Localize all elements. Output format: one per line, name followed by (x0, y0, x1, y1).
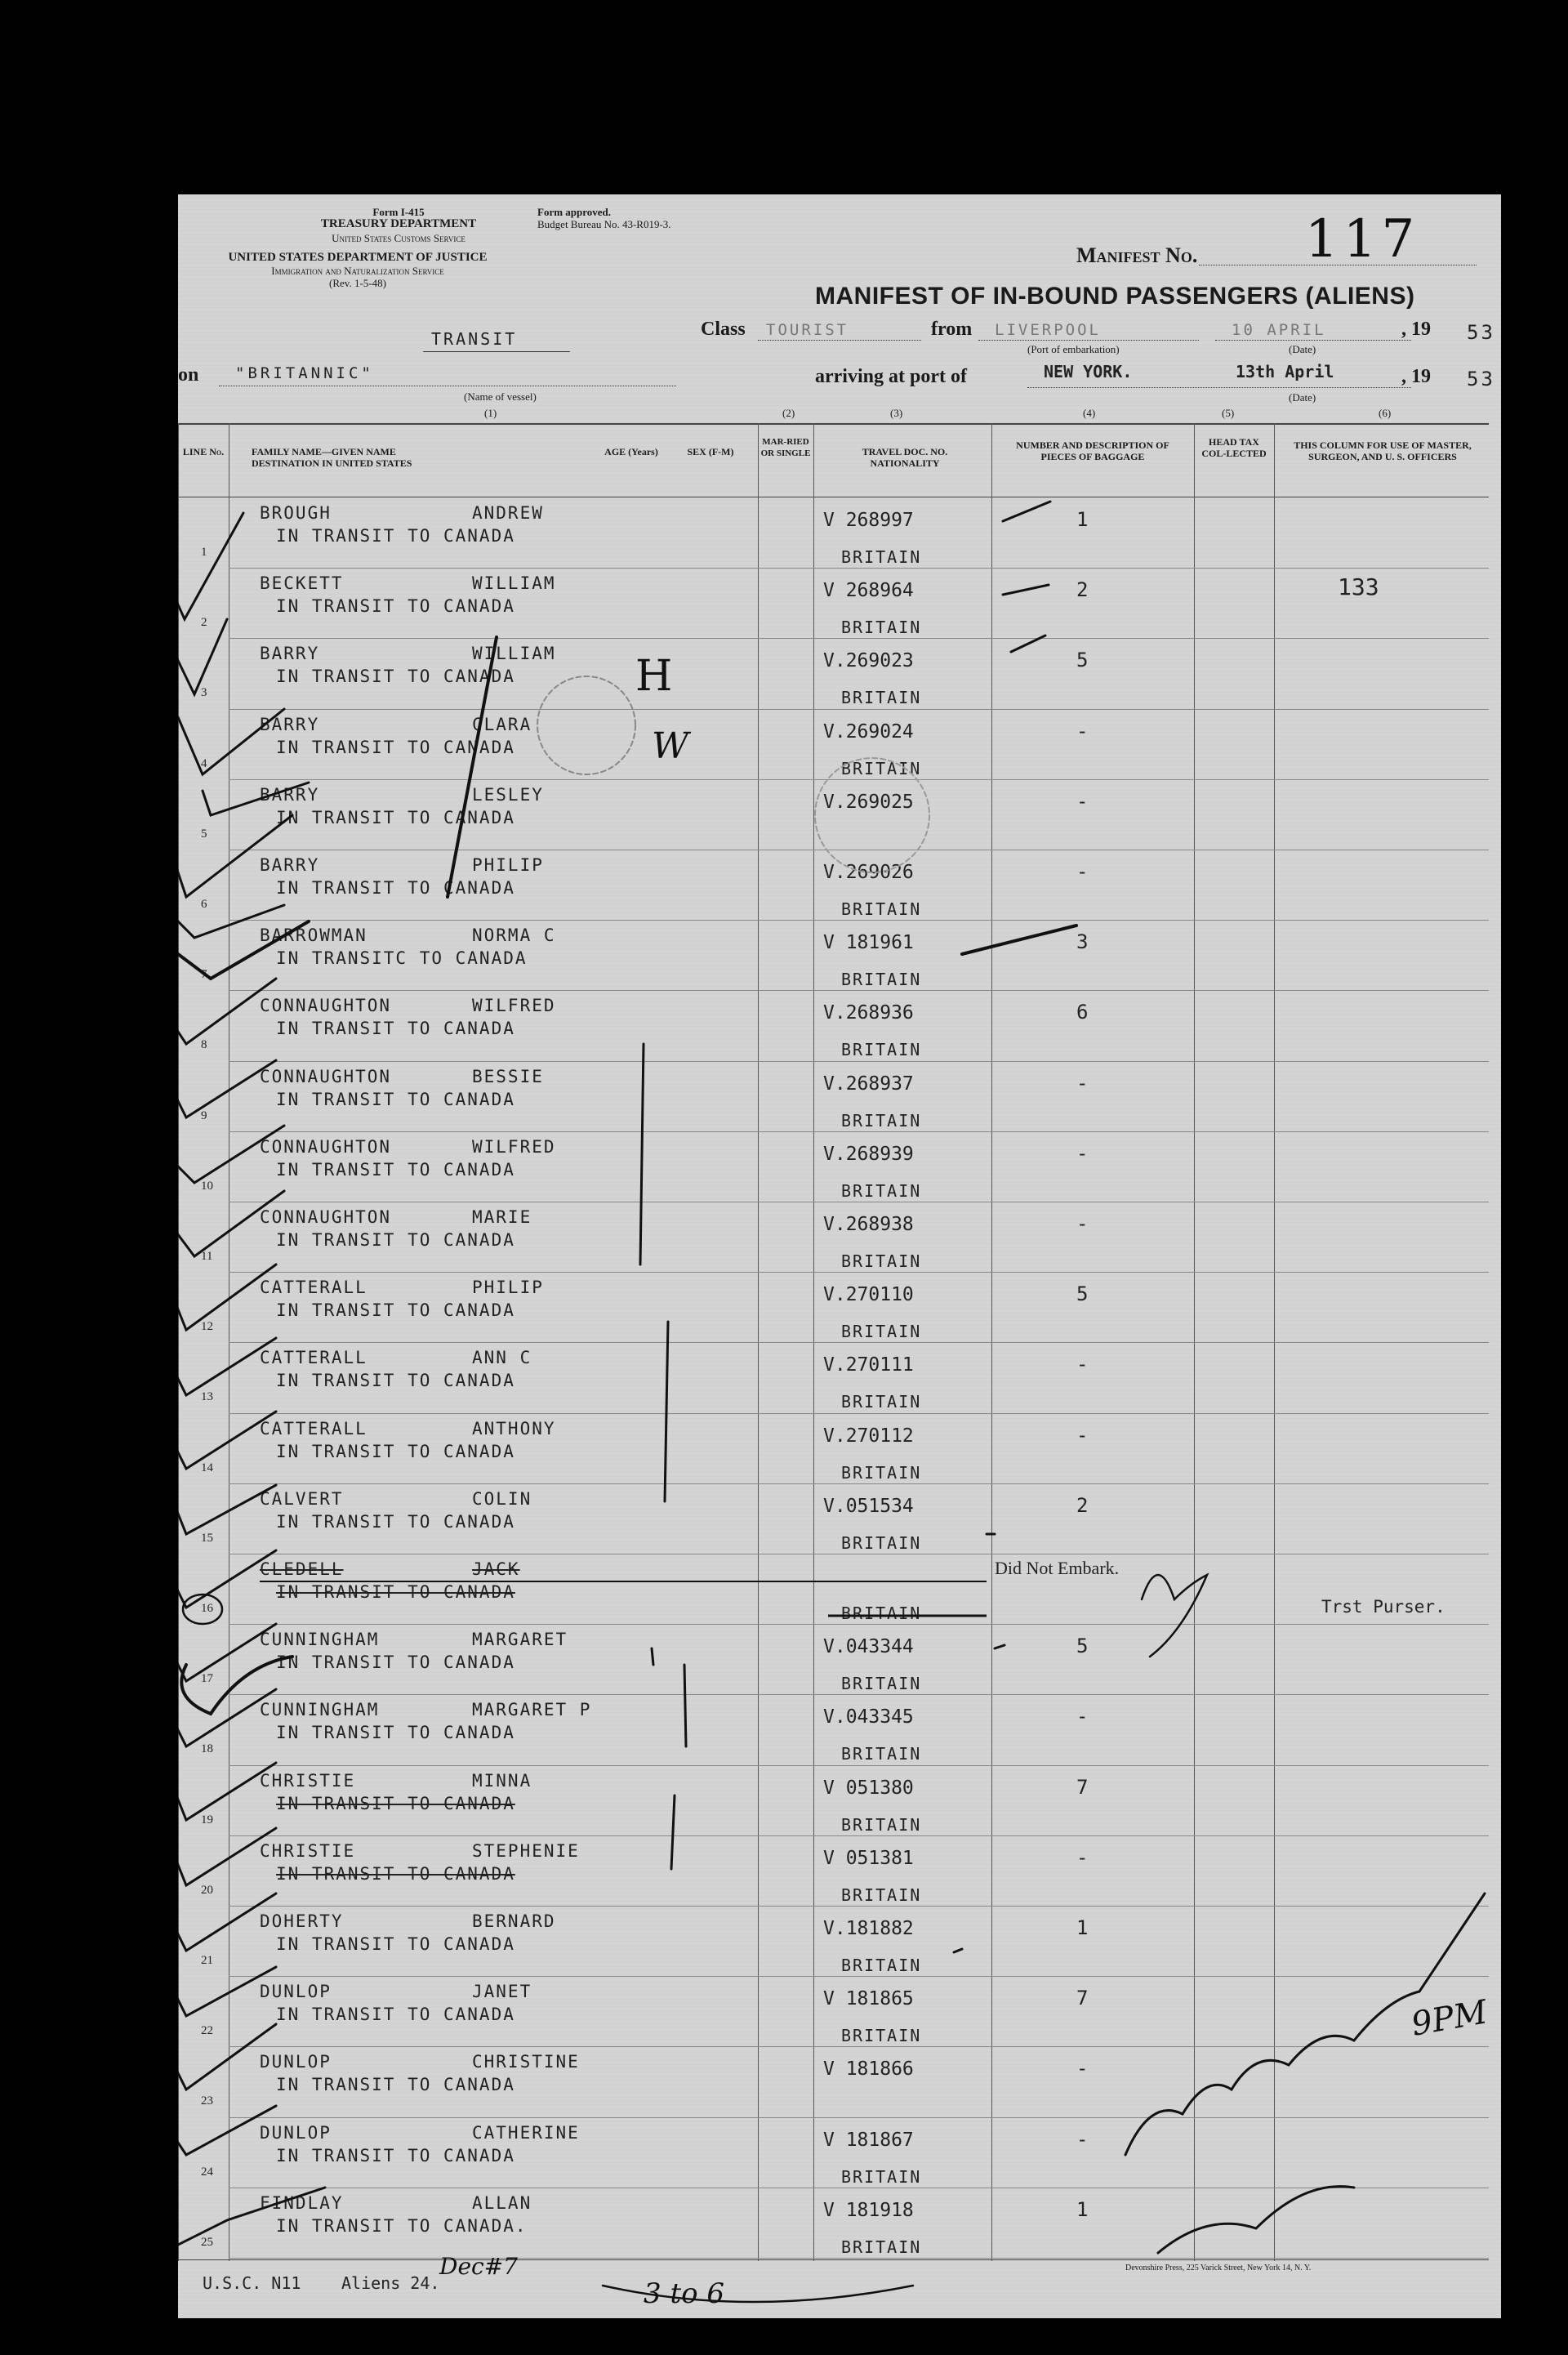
family-name: CUNNINGHAM (260, 1630, 380, 1650)
col-num-2: (2) (782, 407, 795, 419)
baggage-count: 2 (1076, 578, 1089, 602)
year-1: 53 (1467, 321, 1495, 344)
line-number: 15 (201, 1531, 213, 1545)
officer-note: 133 (1338, 573, 1379, 601)
baggage-count: - (1076, 1212, 1089, 1235)
destination: IN TRANSIT TO CANADA (276, 737, 515, 757)
given-name: CLARA (472, 714, 532, 734)
given-name: WILLIAM (472, 644, 556, 664)
line-number: 14 (201, 1461, 213, 1474)
year-prefix-1: , 19 (1401, 319, 1431, 340)
nationality: BRITAIN (841, 2026, 922, 2046)
line-number: 5 (201, 827, 207, 841)
customs-service: United States Customs Service (332, 232, 466, 244)
punch-hole (91, 245, 134, 288)
family-name: BARROWMAN (260, 925, 368, 946)
class-value: TOURIST (766, 321, 849, 339)
form-revision: (Rev. 1-5-48) (329, 277, 386, 289)
family-name: CHRISTIE (260, 1770, 356, 1791)
travel-doc-no: V.269023 (823, 650, 914, 672)
line-number: 1 (201, 546, 207, 559)
family-name: DUNLOP (260, 2052, 332, 2072)
line-number: 9 (201, 1108, 207, 1122)
destination: IN TRANSIT TO CANADA (276, 1019, 515, 1039)
baggage-count: 1 (1076, 2197, 1089, 2221)
col-baggage: NUMBER AND DESCRIPTION OF PIECES OF BAGGAGE (1016, 439, 1169, 462)
destination: IN TRANSIT TO CANADA (276, 2145, 515, 2165)
destination: IN TRANSIT TO CANADA (276, 1863, 515, 1884)
travel-doc-no: V.268938 (823, 1214, 914, 1235)
family-name: CONNAUGHTON (260, 1066, 392, 1086)
family-name: BARRY (260, 714, 320, 734)
line-number: 12 (201, 1320, 213, 1334)
baggage-count: - (1076, 860, 1089, 883)
destination: IN TRANSIT TO CANADA (276, 1582, 515, 1602)
manifest-sheet (178, 194, 1501, 2318)
nationality: BRITAIN (841, 1180, 922, 1201)
travel-doc-no: V.269025 (823, 791, 914, 813)
side-time: 9PM (1408, 1993, 1490, 2044)
arrival-date: 13th April (1236, 362, 1334, 381)
given-name: CHRISTINE (472, 2052, 580, 2072)
line-number: 11 (201, 1250, 213, 1263)
baggage-count: 3 (1076, 930, 1089, 954)
travel-doc-no: V.270111 (823, 1354, 914, 1376)
destination: IN TRANSIT TO CANADA (276, 2005, 515, 2025)
nationality: BRITAIN (841, 899, 922, 919)
nationality: BRITAIN (841, 1110, 922, 1131)
nationality: BRITAIN (841, 1322, 922, 1342)
given-name: MARGARET (472, 1630, 568, 1650)
destination: IN TRANSIT TO CANADA (276, 1441, 515, 1461)
travel-doc-no: V 268964 (823, 580, 914, 602)
col-married: MAR-RIED OR SINGLE (760, 437, 811, 458)
destination: IN TRANSITC TO CANADA (276, 948, 528, 969)
travel-doc-no: V 051381 (823, 1847, 914, 1869)
date-caption-1: (Date) (1289, 343, 1316, 355)
footer-usc: U.S.C. N11 (203, 2273, 301, 2293)
class-label: Class (701, 319, 746, 340)
family-name: CATTERALL (260, 1418, 368, 1438)
baggage-count: - (1076, 2057, 1089, 2081)
line-number: 19 (201, 1813, 213, 1826)
destination: IN TRANSIT TO CANADA (276, 1793, 515, 1813)
punch-hole (91, 2157, 134, 2199)
family-name: BARRY (260, 784, 320, 805)
family-name: CONNAUGHTON (260, 1136, 392, 1157)
destination: IN TRANSIT TO CANADA (276, 1723, 515, 1743)
given-name: WILLIAM (472, 573, 556, 594)
travel-doc-no: V 181918 (823, 2199, 914, 2221)
col-num-3: (3) (890, 407, 903, 419)
pen-marks (178, 194, 1501, 2318)
destination: IN TRANSIT TO CANADA (276, 1371, 515, 1391)
line-number: 10 (201, 1179, 213, 1193)
embark-date: 10 APRIL (1232, 321, 1326, 339)
col-officers: THIS COLUMN FOR USE OF MASTER, SURGEON, AND U. S. OFFICERS (1294, 439, 1472, 462)
baggage-note: Did Not Embark. (995, 1558, 1120, 1578)
punch-hole (91, 882, 134, 925)
family-name: CONNAUGHTON (260, 1207, 392, 1227)
line-number: 18 (201, 1742, 213, 1756)
family-name: DUNLOP (260, 1982, 332, 2002)
col-num-4: (4) (1083, 407, 1096, 419)
given-name: BERNARD (472, 1911, 556, 1931)
baggage-count: - (1076, 789, 1089, 813)
baggage-count: 5 (1076, 1635, 1089, 1658)
baggage-count: - (1076, 1845, 1089, 1869)
travel-doc-no: V.268937 (823, 1073, 914, 1095)
destination: IN TRANSIT TO CANADA (276, 667, 515, 687)
budget-bureau: Budget Bureau No. 43-R019-3. (537, 218, 671, 230)
baggage-count: - (1076, 1353, 1089, 1376)
port-embark-caption: (Port of embarkation) (1027, 343, 1120, 355)
family-name: CATTERALL (260, 1278, 368, 1298)
form-approved: Form approved. (537, 206, 612, 218)
travel-doc-no: V.043344 (823, 1636, 914, 1658)
destination: IN TRANSIT TO CANADA (276, 1934, 515, 1954)
col-num-1: (1) (484, 407, 497, 419)
nationality: BRITAIN (841, 1040, 922, 1060)
treasury-dept: TREASURY DEPARTMENT (320, 217, 477, 230)
line-number: 21 (201, 1954, 213, 1967)
line-number: 16 (201, 1602, 213, 1615)
col-num-5: (5) (1222, 407, 1235, 419)
nationality: BRITAIN (841, 1392, 922, 1412)
destination: IN TRANSIT TO CANADA (276, 1230, 515, 1250)
nationality: BRITAIN (841, 618, 922, 638)
baggage-count: 1 (1076, 508, 1089, 531)
from-label: from (931, 319, 973, 340)
line-number: 23 (201, 2094, 213, 2108)
given-name: NORMA C (472, 925, 556, 946)
travel-doc-no: V.269024 (823, 720, 914, 743)
given-name: CATHERINE (472, 2122, 580, 2143)
travel-doc-no: V.268936 (823, 1002, 914, 1024)
travel-doc-no: V 181961 (823, 932, 914, 954)
form-number: Form I-415 (372, 206, 425, 218)
line-number: 4 (201, 756, 207, 770)
line-number: 7 (201, 968, 207, 982)
punch-hole (91, 1242, 134, 1284)
nationality: BRITAIN (841, 1462, 922, 1483)
nationality: BRITAIN (841, 1251, 922, 1271)
manifest-no-value: 117 (1305, 209, 1420, 270)
baggage-count: 1 (1076, 1916, 1089, 1939)
family-name: CLEDELL (260, 1559, 344, 1579)
nationality: BRITAIN (841, 1674, 922, 1694)
officer-note: Trst Purser. (1321, 1597, 1446, 1617)
destination: IN TRANSIT TO CANADA (276, 807, 515, 827)
travel-doc-no: V 051380 (823, 1777, 914, 1799)
family-name: BARRY (260, 855, 320, 875)
line-number: 17 (201, 1672, 213, 1686)
col-head-tax: HEAD TAX COL-LECTED (1201, 436, 1267, 459)
given-name: ANDREW (472, 503, 544, 523)
nationality: BRITAIN (841, 688, 922, 708)
nationality: BRITAIN (841, 758, 922, 778)
given-name: LESLEY (472, 784, 544, 805)
transit-stamp: TRANSIT (431, 329, 518, 349)
given-name: COLIN (472, 1488, 532, 1509)
travel-doc-no: V 181867 (823, 2129, 914, 2151)
destination: IN TRANSIT TO CANADA (276, 2075, 515, 2095)
margin-h: H (635, 652, 673, 701)
family-name: FINDLAY (260, 2192, 344, 2213)
given-name: BESSIE (472, 1066, 544, 1086)
family-name: CHRISTIE (260, 1840, 356, 1861)
punch-hole (91, 372, 134, 414)
given-name: WILFRED (472, 996, 556, 1016)
year-2: 53 (1467, 368, 1495, 390)
justice-dept: UNITED STATES DEPARTMENT OF JUSTICE (228, 251, 488, 264)
baggage-count: 7 (1076, 1775, 1089, 1799)
line-number: 25 (201, 2235, 213, 2249)
manifest-title: MANIFEST OF IN-BOUND PASSENGERS (ALIENS) (815, 283, 1415, 310)
destination: IN TRANSIT TO CANADA (276, 596, 515, 617)
destination: IN TRANSIT TO CANADA (276, 1653, 515, 1673)
baggage-count: 6 (1076, 1001, 1089, 1024)
destination: IN TRANSIT TO CANADA (276, 1300, 515, 1321)
on-label: on (178, 364, 199, 386)
line-number: 2 (201, 616, 207, 630)
nationality: BRITAIN (841, 2166, 922, 2187)
given-name: MARGARET P (472, 1700, 592, 1720)
baggage-count: - (1076, 719, 1089, 743)
travel-doc-no: V 268997 (823, 510, 914, 531)
given-name: STEPHENIE (472, 1840, 580, 1861)
nationality: BRITAIN (841, 1532, 922, 1553)
travel-doc-no: V.043345 (823, 1706, 914, 1728)
bottom-note-1: Dec#7 (439, 2253, 518, 2280)
baggage-count: 5 (1076, 1282, 1089, 1306)
destination: IN TRANSIT TO CANADA (276, 1159, 515, 1180)
family-name: CONNAUGHTON (260, 996, 392, 1016)
given-name: JACK (472, 1559, 520, 1579)
given-name: MARIE (472, 1207, 532, 1227)
col-sex: SEX (F-M) (687, 446, 734, 457)
baggage-count: - (1076, 2127, 1089, 2151)
travel-doc-no: V 181865 (823, 1988, 914, 2010)
baggage-count: - (1076, 1423, 1089, 1447)
family-name: DOHERTY (260, 1911, 344, 1931)
travel-doc-no: V 181866 (823, 2058, 914, 2081)
baggage-count: - (1076, 1705, 1089, 1728)
nationality: BRITAIN (841, 1956, 922, 1975)
nationality: BRITAIN (841, 970, 922, 990)
vessel-caption: (Name of vessel) (464, 390, 537, 403)
nationality: BRITAIN (841, 547, 922, 567)
destination: IN TRANSIT TO CANADA (276, 878, 515, 898)
arriving-label: arriving at port of (815, 366, 967, 387)
travel-doc-no: V.270110 (823, 1284, 914, 1306)
line-number: 22 (201, 2024, 213, 2038)
given-name: ANN C (472, 1348, 532, 1368)
col-line-no: LINE No. (182, 446, 225, 457)
given-name: PHILIP (472, 1278, 544, 1298)
col-destination: DESTINATION IN UNITED STATES (252, 457, 412, 469)
destination: IN TRANSIT TO CANADA (276, 526, 515, 546)
family-name: BROUGH (260, 503, 332, 523)
ins-service: Immigration and Naturalization Service (271, 265, 444, 277)
nationality: BRITAIN (841, 1814, 922, 1835)
manifest-no-label: Manifest No. (1076, 243, 1198, 267)
line-number: 13 (201, 1390, 213, 1404)
given-name: PHILIP (472, 855, 544, 875)
line-number: 6 (201, 898, 207, 911)
arrival-port: NEW YORK. (1044, 362, 1133, 381)
destination: IN TRANSIT TO CANADA. (276, 2215, 528, 2236)
given-name: ALLAN (472, 2192, 532, 2213)
travel-doc-no: V.270112 (823, 1425, 914, 1447)
col-travel-doc: TRAVEL DOC. NO. NATIONALITY (862, 446, 948, 469)
bottom-note-2: 3 to 6 (644, 2277, 725, 2310)
baggage-count: - (1076, 1071, 1089, 1095)
travel-doc-no: V.269026 (823, 862, 914, 883)
nationality: BRITAIN (841, 1744, 922, 1764)
family-name: BARRY (260, 644, 320, 664)
given-name: JANET (472, 1982, 532, 2002)
given-name: MINNA (472, 1770, 532, 1791)
punch-hole (91, 1699, 134, 1742)
destination: IN TRANSIT TO CANADA (276, 1511, 515, 1532)
travel-doc-no: V.268939 (823, 1143, 914, 1165)
baggage-count: 5 (1076, 649, 1089, 672)
baggage-count: 7 (1076, 1987, 1089, 2010)
travel-doc-no: V.051534 (823, 1495, 914, 1517)
from-value: LIVERPOOL (995, 321, 1101, 339)
family-name: DUNLOP (260, 2122, 332, 2143)
punch-hole (91, 425, 134, 467)
family-name: CATTERALL (260, 1348, 368, 1368)
nationality: BRITAIN (841, 1603, 922, 1623)
baggage-count: - (1076, 1141, 1089, 1165)
given-name: ANTHONY (472, 1418, 556, 1438)
line-number: 24 (201, 2165, 213, 2179)
nationality: BRITAIN (841, 2237, 922, 2257)
printer-line: Devonshire Press, 225 Varick Street, New York 14, N. Y. (1125, 2264, 1312, 2272)
line-number: 8 (201, 1038, 207, 1052)
line-number: 3 (201, 686, 207, 700)
family-name: BECKETT (260, 573, 344, 594)
nationality: BRITAIN (841, 1884, 922, 1905)
col-num-6: (6) (1379, 407, 1392, 419)
margin-w: W (652, 725, 689, 767)
line-number: 20 (201, 1883, 213, 1897)
footer-aliens: Aliens 24. (341, 2273, 440, 2293)
date-caption-2: (Date) (1289, 391, 1316, 404)
col-name: FAMILY NAME—GIVEN NAME (252, 446, 396, 457)
destination: IN TRANSIT TO CANADA (276, 1089, 515, 1109)
vessel-name: "BRITANNIC" (235, 364, 374, 382)
year-prefix-2: , 19 (1401, 366, 1431, 387)
family-name: CALVERT (260, 1488, 344, 1509)
travel-doc-no: V.181882 (823, 1918, 914, 1939)
col-age: AGE (Years) (604, 446, 658, 457)
family-name: CUNNINGHAM (260, 1700, 380, 1720)
given-name: WILFRED (472, 1136, 556, 1157)
baggage-count: 2 (1076, 1493, 1089, 1517)
